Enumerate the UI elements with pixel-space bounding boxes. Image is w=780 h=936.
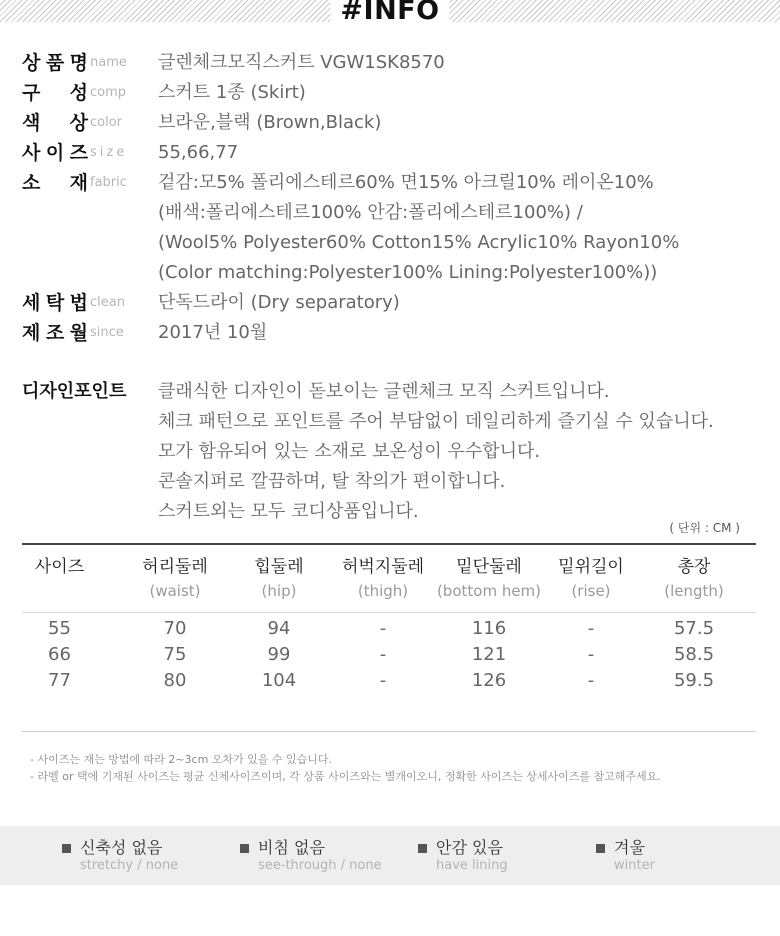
note-line: - 라벨 or 택에 기재된 사이즈는 평균 신체사이즈이며, 각 상품 사이즈와는 별개이오니, 정확한 사이즈는 상세사이즈를 참고해주세요.: [30, 770, 661, 783]
info-label: 구 성: [22, 82, 88, 104]
square-bullet-icon: [418, 844, 427, 853]
info-value: 브라운,블랙 (Brown,Black): [158, 112, 382, 133]
info-value: 55,66,77: [158, 142, 239, 163]
table-cell: 75: [163, 644, 187, 665]
square-bullet-icon: [62, 844, 71, 853]
table-cell: -: [379, 670, 387, 691]
info-value: 겉감:모5% 폴리에스테르60% 면15% 아크릴10% 레이온10%: [158, 172, 654, 193]
table-cell: -: [379, 644, 387, 665]
table-divider: [22, 612, 756, 613]
table-cell: 94: [267, 618, 291, 639]
info-sublabel: fabric: [90, 175, 127, 190]
info-label: 상 품 명: [22, 52, 88, 74]
info-sublabel: size: [90, 145, 128, 160]
table-row: [22, 668, 756, 694]
info-row-clean: [22, 288, 762, 318]
table-cell: 99: [267, 644, 291, 665]
table-cell: -: [587, 644, 595, 665]
property-stretch: 신축성 없음 stretchy / none: [62, 838, 178, 873]
design-point: [22, 377, 762, 527]
info-row-name: [22, 48, 762, 78]
design-point-line: 클래식한 디자인이 돋보이는 글렌체크 모직 스커트입니다.: [158, 381, 610, 402]
table-cell: 66: [48, 644, 71, 665]
info-row-size: [22, 138, 762, 168]
table-cell: -: [587, 618, 595, 639]
table-cell: -: [379, 618, 387, 639]
info-row-fabric: [22, 168, 762, 288]
info-row-since: [22, 318, 762, 348]
info-sublabel: comp: [90, 85, 127, 100]
info-value: (Wool5% Polyester60% Cotton15% Acrylic10% Rayon10%: [158, 232, 680, 253]
square-bullet-icon: [596, 844, 605, 853]
table-cell: 80: [163, 670, 187, 691]
design-point-label: 디자인포인트: [22, 381, 127, 402]
table-cell: 116: [471, 618, 507, 639]
info-value: 단독드라이 (Dry separatory): [158, 292, 400, 313]
product-info: [22, 48, 762, 348]
property-season: 겨울 winter: [596, 838, 655, 873]
square-bullet-icon: [240, 844, 249, 853]
info-sublabel: clean: [90, 295, 125, 310]
table-cell: 77: [48, 670, 71, 691]
note-line: - 사이즈는 재는 방법에 따라 2~3cm 오차가 있을 수 있습니다.: [30, 753, 333, 766]
table-cell: 126: [471, 670, 507, 691]
header-cell: 사이즈: [34, 557, 85, 577]
header-cell: 힙둘레 (hip): [254, 557, 304, 600]
info-sublabel: name: [90, 55, 127, 70]
table-cell: 55: [48, 618, 71, 639]
info-label: 소 재: [22, 172, 88, 194]
property-lining: 안감 있음 have lining: [418, 838, 508, 873]
design-point-line: 스커트외는 모두 코디상품입니다.: [158, 501, 419, 522]
unit-label: ( 단위 : CM ): [669, 521, 740, 535]
header-stripe-band: [0, 0, 780, 26]
page-title: #INFO: [330, 0, 449, 26]
header-cell: 허리둘레 (waist): [142, 557, 208, 600]
table-cell: -: [587, 670, 595, 691]
design-point-line: 모가 함유되어 있는 소재로 보온성이 우수합니다.: [158, 441, 541, 462]
header-cell: 허벅지둘레 (thigh): [341, 557, 425, 600]
design-point-line: 콘솔지퍼로 깔끔하며, 탈 착의가 편이합니다.: [158, 471, 506, 492]
property-bar: [0, 826, 780, 885]
table-cell: 70: [163, 618, 187, 639]
table-row: [22, 616, 756, 642]
info-value: (Color matching:Polyester100% Lining:Polyester100%)): [158, 262, 658, 283]
table-cell: 59.5: [673, 670, 715, 691]
info-label: 제 조 월: [22, 322, 88, 344]
table-cell: 58.5: [673, 644, 715, 665]
info-label: 세 탁 법: [22, 292, 88, 314]
info-sublabel: color: [90, 115, 123, 130]
table-cell: 57.5: [673, 618, 715, 639]
table-row: [22, 642, 756, 668]
size-table-header: [22, 555, 756, 615]
header-cell: 총장 (length): [664, 557, 724, 600]
info-value: 글렌체크모직스커트 VGW1SK8570: [158, 52, 445, 73]
info-value: 2017년 10월: [158, 322, 268, 343]
info-row-comp: [22, 78, 762, 108]
property-seethrough: 비침 없음 see-through / none: [240, 838, 382, 873]
info-label: 색 상: [22, 112, 88, 134]
design-point-line: 체크 패턴으로 포인트를 주어 부담없이 데일리하게 즐기실 수 있습니다.: [158, 411, 714, 432]
info-value: 스커트 1종 (Skirt): [158, 82, 306, 103]
info-row-color: [22, 108, 762, 138]
info-label: 사 이 즈: [22, 142, 88, 164]
table-cell: 121: [471, 644, 507, 665]
size-notes: [30, 751, 661, 785]
header-cell: 밑단둘레 (bottom hem): [436, 557, 542, 600]
info-value: (배색:폴리에스테르100% 안감:폴리에스테르100%) /: [158, 202, 583, 223]
header-cell: 밑위길이 (rise): [558, 557, 624, 600]
info-sublabel: since: [90, 325, 124, 340]
size-table: [22, 543, 756, 732]
table-cell: 104: [261, 670, 297, 691]
